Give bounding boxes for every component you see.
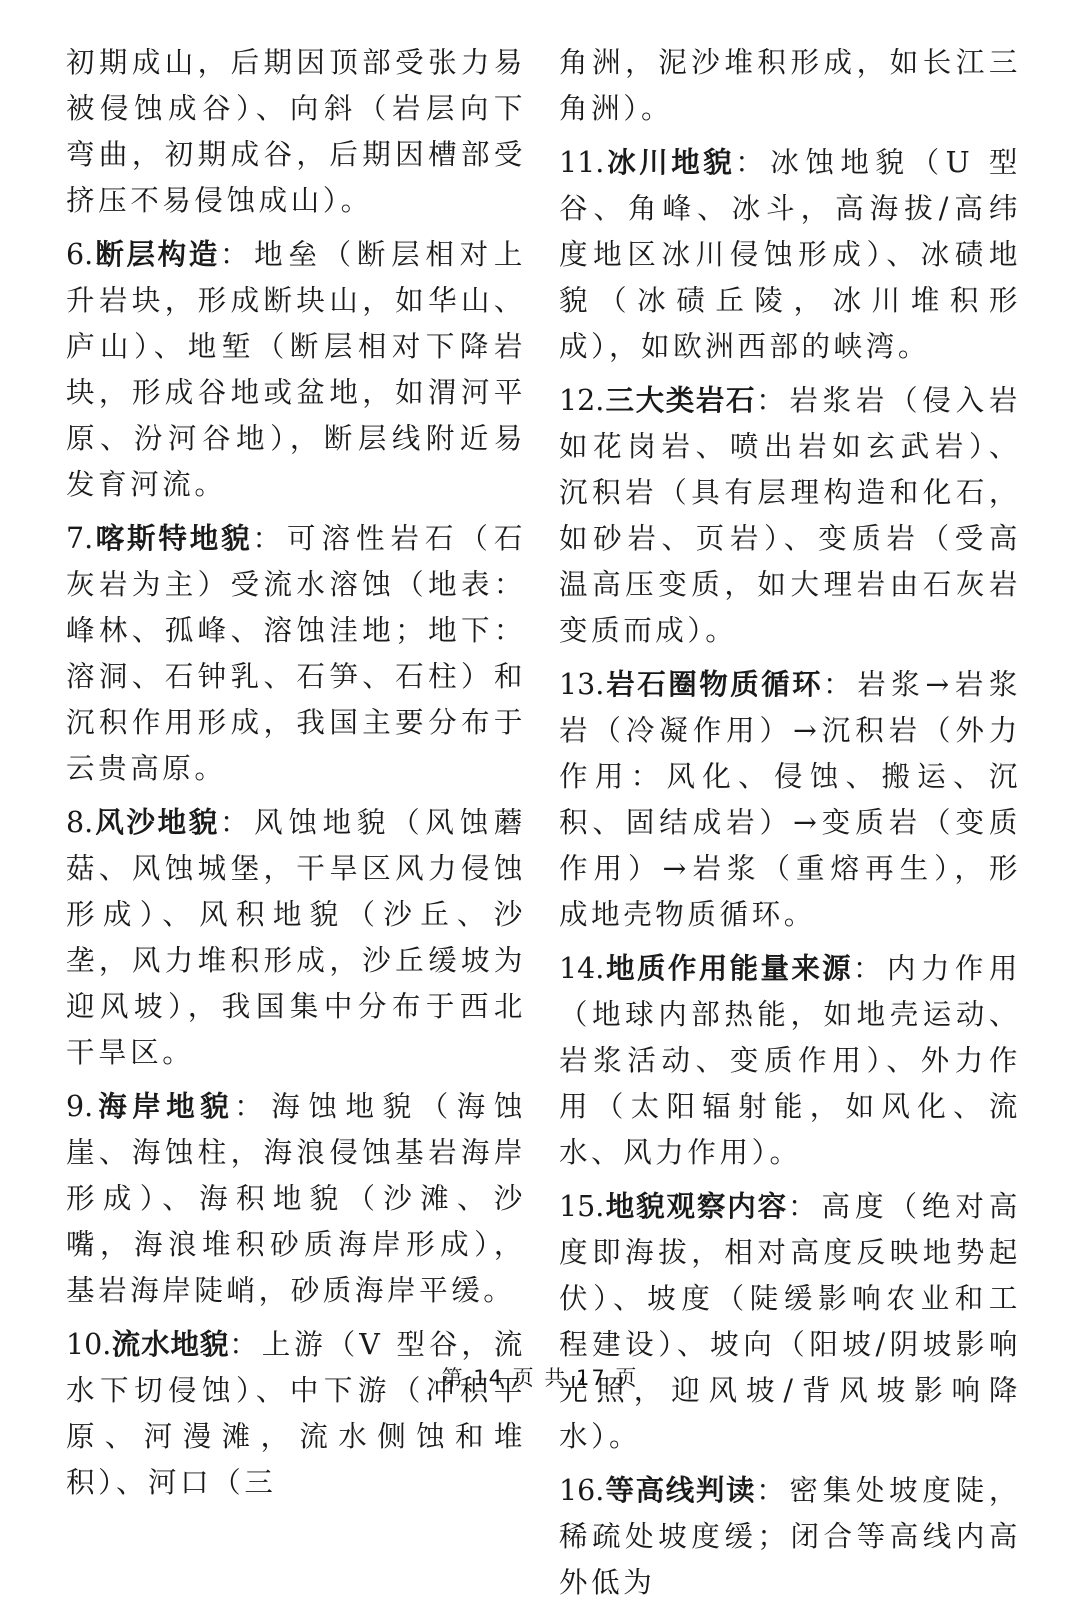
item-number: 15. <box>559 1190 605 1223</box>
item-13-paragraph <box>559 662 1021 938</box>
item-8-paragraph <box>66 800 526 1076</box>
item-body: ：内力作用（地球内部热能，如地壳运动、岩浆活动、变质作用）、外力作用（太阳辐射能，如风化、流水、风力作用）。 <box>559 952 1021 1169</box>
item-6-paragraph <box>66 232 526 508</box>
item-body: ：冰蚀地貌（U 型谷、角峰、冰斗，高海拔/高纬度地区冰川侵蚀形成）、冰碛地貌（冰碛丘陵，冰川堆积形成），如欧洲西部的峡湾。 <box>559 146 1021 363</box>
item-number: 11. <box>559 146 605 179</box>
item-term: 地貌观察内容 <box>604 1190 788 1223</box>
page-number-footer: 第 14 页 共 17 页 <box>441 1366 639 1390</box>
item-11-paragraph <box>559 140 1021 370</box>
item-body: ：可溶性岩石（石灰岩为主）受流水溶蚀（地表：峰林、孤峰、溶蚀洼地；地下：溶洞、石钟乳、石笋、石柱）和沉积作用形成，我国主要分布于云贵高原。 <box>66 522 526 785</box>
item-body: ：高度（绝对高度即海拔，相对高度反映地势起伏）、坡度（陡缓影响农业和工程建设）、坡向（阳坡/阴坡影响光照，迎风坡/背风坡影响降水）。 <box>559 1190 1021 1453</box>
item-term: 流水地貌 <box>111 1328 230 1361</box>
left-column <box>66 40 526 1514</box>
item-body: ：密集处坡度陡，稀疏处坡度缓；闭合等高线内高外低为 <box>559 1474 1021 1599</box>
item-body: ：上游（V 型谷，流水下切侵蚀）、中下游（冲积平原、河漫滩，流水侧蚀和堆积）、河口（三 <box>66 1328 526 1499</box>
item-15-paragraph <box>559 1184 1021 1460</box>
item-number: 9. <box>66 1090 94 1123</box>
item-term: 冰川地貌 <box>604 146 736 179</box>
continuation-paragraph: 初期成山，后期因顶部受张力易被侵蚀成谷）、向斜（岩层向下弯曲，初期成谷，后期因槽部受挤压不易侵蚀成山）。 <box>66 46 526 217</box>
item-16-paragraph <box>559 1468 1021 1606</box>
item-number: 6. <box>66 238 94 271</box>
item-term: 岩石圈物质循环 <box>604 668 824 701</box>
item-term: 喀斯特地貌 <box>93 522 253 555</box>
item-body: ：地垒（断层相对上升岩块，形成断块山，如华山、庐山）、地堑（断层相对下降岩块，形成谷地或盆地，如渭河平原、汾河谷地），断层线附近易发育河流。 <box>66 238 526 501</box>
item-number: 16. <box>559 1474 605 1507</box>
item-number: 12. <box>559 384 605 417</box>
item-9-paragraph <box>66 1084 526 1314</box>
item-term: 风沙地貌 <box>93 806 220 839</box>
item-14-paragraph <box>559 946 1021 1176</box>
item-body: ：风蚀地貌（风蚀蘑菇、风蚀城堡，干旱区风力侵蚀形成）、风积地貌（沙丘、沙垄，风力堆积形成，沙丘缓坡为迎风坡），我国集中分布于西北干旱区。 <box>66 806 526 1069</box>
item-number: 14. <box>559 952 605 985</box>
item-number: 8. <box>66 806 94 839</box>
item-number: 10. <box>66 1328 112 1361</box>
item-10-paragraph <box>66 1322 526 1506</box>
item-12-paragraph <box>559 378 1021 654</box>
item-7-paragraph <box>66 516 526 792</box>
item-term: 地质作用能量来源 <box>604 952 854 985</box>
item-term: 等高线判读 <box>604 1474 757 1507</box>
item-term: 三大类岩石 <box>604 384 757 417</box>
item-term: 海岸地貌 <box>93 1090 235 1123</box>
item-term: 断层构造 <box>93 238 220 271</box>
item-number: 7. <box>66 522 94 555</box>
continuation-paragraph: 角洲，泥沙堆积形成，如长江三角洲）。 <box>559 46 1021 125</box>
item-body: ：岩浆岩（侵入岩如花岗岩、喷出岩如玄武岩）、沉积岩（具有层理构造和化石，如砂岩、页岩）、变质岩（受高温高压变质，如大理岩由石灰岩变质而成）。 <box>559 384 1021 647</box>
item-body: ：海蚀地貌（海蚀崖、海蚀柱，海浪侵蚀基岩海岸形成）、海积地貌（沙滩、沙嘴，海浪堆积砂质海岸形成），基岩海岸陡峭，砂质海岸平缓。 <box>66 1090 526 1307</box>
item-body: ：岩浆→岩浆岩（冷凝作用）→沉积岩（外力作用：风化、侵蚀、搬运、沉积、固结成岩）→变质岩（变质作用）→岩浆（重熔再生），形成地壳物质循环。 <box>559 668 1021 931</box>
item-number: 13. <box>559 668 605 701</box>
